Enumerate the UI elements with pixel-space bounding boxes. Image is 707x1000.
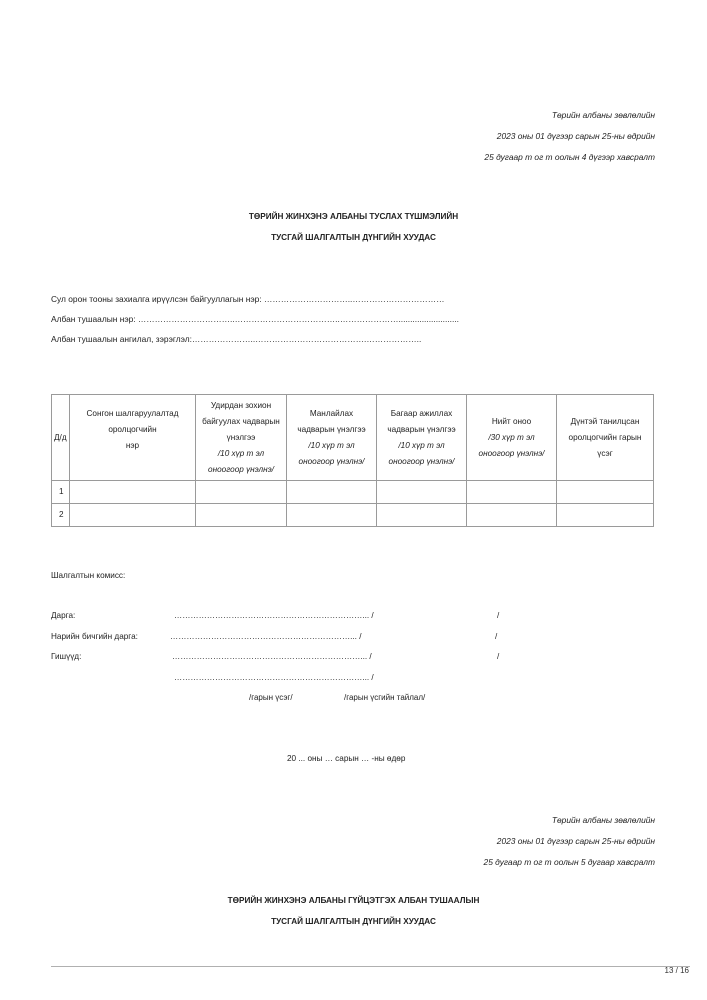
cell-organizing-score[interactable] (196, 504, 287, 527)
field-position-name: Албан тушаалын нэр: ……………………………..………………………………..………………….......................... (51, 314, 459, 324)
cell-signature[interactable] (557, 481, 654, 504)
cell-teamwork-score[interactable] (377, 504, 467, 527)
cell-teamwork-score[interactable] (377, 481, 467, 504)
annex-top-line3: 25 дугаар т ог т оолын 4 дүгээр хавсралт (484, 152, 655, 162)
field-organization: Сул орон тооны захиалга ирүүлсэн байгууллагын нэр: …………………………..…………………………… (51, 294, 445, 304)
header-candidate-name: Сонгон шалгаруулалтад оролцогчийн нэр (70, 395, 196, 481)
header-leadership-skill: Манлайлах чадварын үнэлгээ /10 хүр т эл оноогоор үнэлнэ/ (287, 395, 377, 481)
annex-top-line1: Төрийн албаны зөвлөлийн (551, 110, 655, 120)
annex-bottom-line3: 25 дугаар т ог т оолын 5 дугаар хавсралт (483, 857, 655, 867)
date-line: 20 ... оны … сарын … -ны өдөр (287, 754, 406, 763)
commission-chair-name-slash: / (497, 611, 500, 620)
commission-secretary-name-slash: / (495, 632, 498, 641)
commission-member1-name-slash: / (497, 652, 500, 661)
cell-total-score[interactable] (467, 481, 557, 504)
cell-signature[interactable] (557, 504, 654, 527)
commission-secretary-label: Нарийн бичгийн дарга: (51, 632, 138, 641)
table-header-row (52, 395, 654, 481)
annex-bottom-line1: Төрийн албаны зөвлөлийн (551, 815, 655, 825)
title-top-line1: ТӨРИЙН ЖИНХЭНЭ АЛБАНЫ ТУСЛАХ ТҮШМЭЛИЙН (248, 212, 459, 221)
table-row (52, 481, 654, 504)
cell-total-score[interactable] (467, 504, 557, 527)
commission-heading: Шалгалтын комисс: (51, 571, 126, 580)
annex-bottom-line2: 2023 оны 01 дүгээр сарын 25-ны өдрийн (496, 836, 655, 846)
footer-divider (51, 966, 690, 967)
header-teamwork-skill: Багаар ажиллах чадварын үнэлгээ /10 хүр т эл оноогоор үнэлнэ/ (377, 395, 467, 481)
cell-leadership-score[interactable] (287, 481, 377, 504)
annex-top-line2: 2023 оны 01 дүгээр сарын 25-ны өдрийн (496, 131, 655, 141)
row-number: 2 (52, 504, 70, 527)
page-number: 13 / 16 (664, 966, 689, 975)
header-total-score: Нийт оноо /30 хүр т эл оноогоор үнэлнэ/ (467, 395, 557, 481)
title-bottom-line1: ТӨРИЙН ЖИНХЭНЭ АЛБАНЫ ГҮЙЦЭТГЭХ АЛБАН ТУШААЛЫН (227, 896, 480, 905)
commission-chair-label: Дарга: (51, 611, 76, 620)
header-signature: Дүнтэй танилцсан оролцогчийн гарын үсэг (557, 395, 654, 481)
title-bottom-line2: ТУСГАЙ ШАЛГАЛТЫН ДҮНГИЙН ХУУДАС (271, 917, 436, 926)
header-number: Д/д (52, 395, 70, 481)
commission-secretary-signature-line: …………………………………………………………... / (170, 632, 362, 641)
cell-leadership-score[interactable] (287, 504, 377, 527)
commission-member1-signature-line: ……………………………………………………………... / (172, 652, 372, 661)
signature-caption: /гарын үсэг/ (249, 693, 293, 702)
score-table (51, 394, 654, 527)
cell-candidate-name[interactable] (70, 481, 196, 504)
row-number: 1 (52, 481, 70, 504)
field-position-class: Албан тушаалын ангилал, зэрэглэл:…………………..………………………………….……………….. (51, 334, 422, 344)
cell-organizing-score[interactable] (196, 481, 287, 504)
name-caption: /гарын үсгийн тайлал/ (344, 693, 426, 702)
cell-candidate-name[interactable] (70, 504, 196, 527)
commission-members-label: Гишүүд: (51, 652, 82, 661)
commission-member2-signature-line: ……………………………………………………………... / (174, 673, 374, 682)
commission-chair-signature-line: ……………………………………………………………... / (174, 611, 374, 620)
title-top-line2: ТУСГАЙ ШАЛГАЛТЫН ДҮНГИЙН ХУУДАС (271, 233, 436, 242)
header-organizing-skill: Удирдан зохион байгуулах чадварын үнэлгээ /10 хүр т эл оноогоор үнэлнэ/ (196, 395, 287, 481)
table-row (52, 504, 654, 527)
